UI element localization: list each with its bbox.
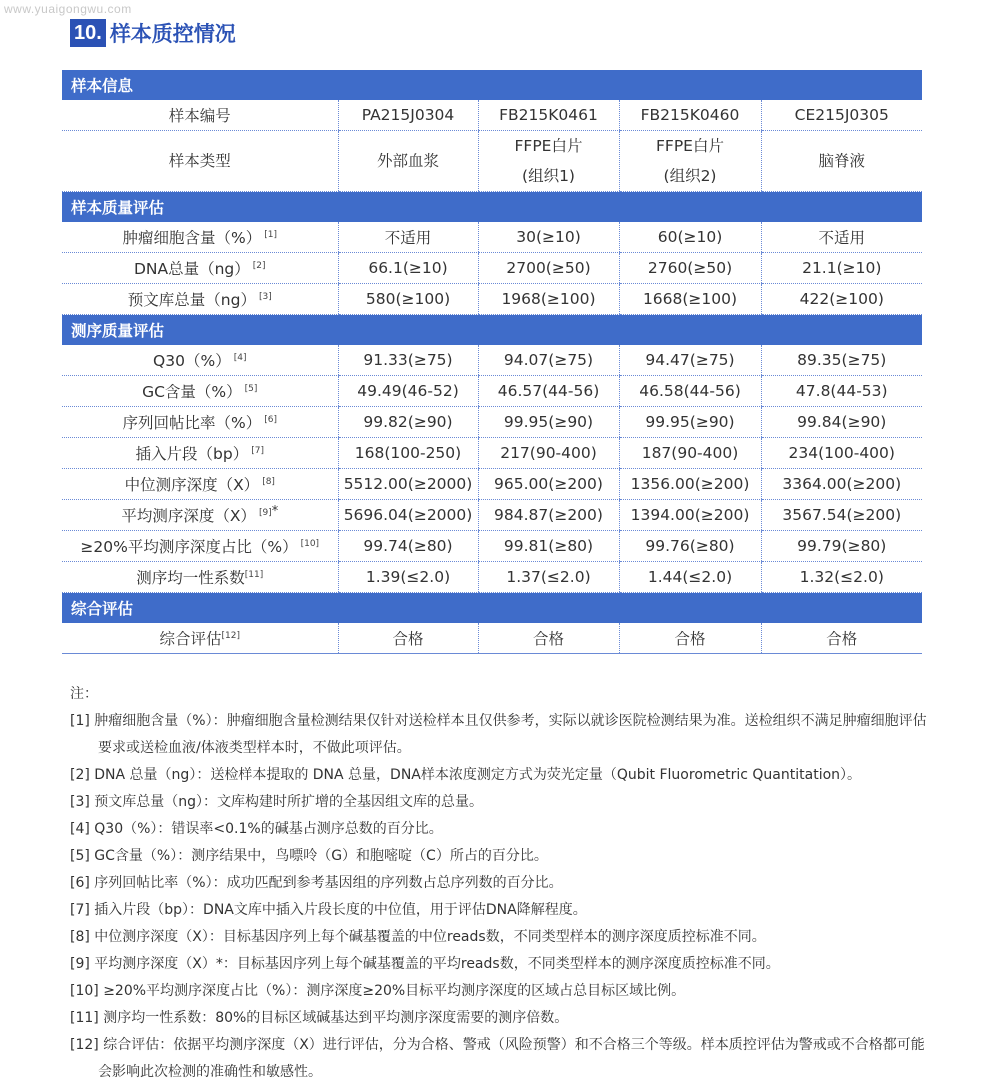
cell-value: 94.07(≥75) (478, 345, 619, 376)
cell-value (619, 131, 761, 192)
cell-value: 89.35(≥75) (761, 345, 922, 376)
cell-value: 21.1(≥10) (761, 253, 922, 284)
cell-value: 1.32(≤2.0) (761, 562, 922, 593)
cell-value: 5696.04(≥2000) (338, 500, 478, 531)
row-label (62, 376, 338, 407)
footnote-ref: [10] (300, 538, 320, 549)
cell-value: 99.74(≥80) (338, 531, 478, 562)
footnote-ref: [2] (252, 260, 266, 271)
footnote-ref: [9] (258, 507, 272, 518)
asterisk-mark: * (271, 503, 279, 519)
sample-qc-table (62, 70, 922, 654)
table-row-depth-20pct (62, 531, 922, 562)
row-label-text: 序列回帖比率（%） (122, 414, 262, 432)
cell-value: 66.1(≥10) (338, 253, 478, 284)
row-label (62, 284, 338, 315)
table-row-uniformity (62, 562, 922, 593)
row-label (62, 222, 338, 253)
cell-subline: (组织1) (522, 167, 575, 185)
cell-line: FFPE白片 (514, 137, 583, 155)
row-label-text: 平均测序深度（X） (121, 507, 256, 526)
table-row-prelib-total (62, 284, 922, 315)
cell-value: 1668(≥100) (619, 284, 761, 315)
row-label (62, 253, 338, 284)
cell-value: 2700(≥50) (478, 253, 619, 284)
cell-value: FB215K0461 (478, 100, 619, 131)
footnote-ref: [7] (251, 445, 264, 456)
cell-value: 99.76(≥80) (619, 531, 761, 562)
note-item: [11] 测序均一性系数：80%的目标区域碱基达到平均测序深度需要的测序倍数。 (70, 1010, 569, 1026)
row-label-text: 综合评估 (159, 630, 222, 648)
footnote-ref: [11] (244, 569, 264, 580)
cell-value: 99.95(≥90) (619, 407, 761, 438)
table-row-tumor-content (62, 222, 922, 253)
section-number: 10. (70, 19, 106, 47)
cell-value: 2760(≥50) (619, 253, 761, 284)
category-row-overall (62, 593, 922, 624)
footnote-ref: [4] (233, 352, 247, 363)
cell-value: 234(100-400) (761, 438, 922, 469)
cell-value: 94.47(≥75) (619, 345, 761, 376)
note-item: [5] GC含量（%）：测序结果中，鸟嘌呤（G）和胞嘧啶（C）所占的百分比。 (70, 848, 548, 864)
row-label (62, 438, 338, 469)
cell-value (478, 131, 619, 192)
cell-value: 60(≥10) (619, 222, 761, 253)
note-item: [12] 综合评估：依据平均测序深度（X）进行评估，分为合格、警戒（风险预警）和不合格三个等级。样本质控评估为警戒或不合格都可能会影响此次检测的准确性和敏感性。 (70, 1037, 925, 1080)
cell-value: 1356.00(≥200) (619, 469, 761, 500)
row-label-text: 插入片段（bp） (135, 445, 249, 463)
cell-value: 422(≥100) (761, 284, 922, 315)
row-label: 样本类型 (62, 131, 338, 192)
note-item: [9] 平均测序深度（X）*：目标基因序列上每个碱基覆盖的平均reads数，不同类型样本的测序深度质控标准不同。 (70, 956, 780, 972)
table-row-gc (62, 376, 922, 407)
watermark-text: www.yuaigongwu.com (4, 2, 132, 16)
cell-value: 不适用 (338, 222, 478, 253)
table-row-mapping-rate (62, 407, 922, 438)
cell-value: 91.33(≥75) (338, 345, 478, 376)
row-label (62, 469, 338, 500)
category-label: 综合评估 (62, 593, 922, 624)
category-row-sample-info (62, 70, 922, 100)
note-item: [4] Q30（%）：错误率<0.1%的碱基占测序总数的百分比。 (70, 821, 443, 837)
footnote-ref: [1] (264, 229, 277, 240)
cell-value: 49.49(46-52) (338, 376, 478, 407)
cell-value: CE215J0305 (761, 100, 922, 131)
cell-value: PA215J0304 (338, 100, 478, 131)
row-label-text: GC含量（%） (142, 383, 242, 401)
row-label (62, 500, 338, 531)
row-label (62, 345, 338, 376)
row-label-text: 中位测序深度（X） (124, 476, 260, 494)
notes-section (70, 681, 930, 1086)
footnote-ref: [8] (262, 476, 275, 487)
row-label (62, 531, 338, 562)
cell-value: 46.57(44-56) (478, 376, 619, 407)
cell-value: 5512.00(≥2000) (338, 469, 478, 500)
cell-subline: (组织2) (663, 167, 717, 185)
cell-value: 3364.00(≥200) (761, 469, 922, 500)
cell-value: 外部血浆 (338, 131, 478, 192)
cell-value: 1968(≥100) (478, 284, 619, 315)
cell-value: 99.82(≥90) (338, 407, 478, 438)
cell-value: 合格 (478, 623, 619, 654)
row-label-text: 预文库总量（ng） (127, 291, 256, 309)
category-label: 样本信息 (62, 70, 922, 100)
note-item: [7] 插入片段（bp）：DNA文库中插入片段长度的中位值，用于评估DNA降解程度。 (70, 902, 587, 918)
cell-value: 168(100-250) (338, 438, 478, 469)
row-label: 样本编号 (62, 100, 338, 131)
cell-value: 1.39(≤2.0) (338, 562, 478, 593)
table-row-dna-total (62, 253, 922, 284)
footnote-ref: [6] (264, 414, 277, 425)
category-row-sample-quality (62, 192, 922, 223)
table-row-median-depth (62, 469, 922, 500)
cell-value: 99.84(≥90) (761, 407, 922, 438)
cell-value: 965.00(≥200) (478, 469, 619, 500)
note-item: [10] ≥20%平均测序深度占比（%）：测序深度≥20%目标平均测序深度的区域占总目标区域比例。 (70, 983, 686, 999)
cell-value: 46.58(44-56) (619, 376, 761, 407)
category-row-seq-quality (62, 315, 922, 346)
cell-value: 不适用 (761, 222, 922, 253)
footnote-ref: [3] (258, 291, 272, 302)
cell-value: 脑脊液 (761, 131, 922, 192)
row-label-text: 测序均一性系数 (136, 569, 245, 587)
cell-value: 99.95(≥90) (478, 407, 619, 438)
cell-value: 580(≥100) (338, 284, 478, 315)
cell-line: FFPE白片 (656, 137, 724, 155)
row-label (62, 407, 338, 438)
category-label: 样本质量评估 (62, 192, 922, 223)
table-row-q30 (62, 345, 922, 376)
cell-value: 30(≥10) (478, 222, 619, 253)
cell-value: 合格 (338, 623, 478, 654)
table-row-insert-size (62, 438, 922, 469)
cell-value: 99.81(≥80) (478, 531, 619, 562)
note-item: [1] 肿瘤细胞含量（%）：肿瘤细胞含量检测结果仅针对送检样本且仅供参考，实际以就诊医院检测结果为准。送检组织不满足肿瘤细胞评估要求或送检血液/体液类型样本时，不做此项评估。 (70, 713, 927, 756)
table-row-mean-depth (62, 500, 922, 531)
note-item: [6] 序列回帖比率（%）：成功匹配到参考基因组的序列数占总序列数的百分比。 (70, 875, 563, 891)
cell-value: 1.44(≤2.0) (619, 562, 761, 593)
row-label-text: DNA总量（ng） (133, 260, 250, 278)
cell-value: 1.37(≤2.0) (478, 562, 619, 593)
notes-title: 注： (70, 686, 98, 702)
row-label-text: Q30（%） (153, 352, 231, 370)
note-item: [2] DNA 总量（ng）：送检样本提取的 DNA 总量，DNA样本浓度测定方式为荧光定量（Qubit Fluorometric Quantitation）。 (70, 767, 862, 783)
row-label (62, 562, 338, 593)
footnote-ref: [12] (221, 630, 240, 641)
footnote-ref: [5] (244, 383, 258, 394)
cell-value: 47.8(44-53) (761, 376, 922, 407)
section-title: 样本质控情况 (109, 22, 236, 46)
note-item: [8] 中位测序深度（X）：目标基因序列上每个碱基覆盖的中位reads数，不同类型样本的测序深度质控标准不同。 (70, 929, 766, 945)
cell-value: FB215K0460 (619, 100, 761, 131)
note-item: [3] 预文库总量（ng）：文库构建时所扩增的全基因组文库的总量。 (70, 794, 484, 810)
table-row-overall (62, 623, 922, 654)
row-label-text: 肿瘤细胞含量（%） (122, 229, 262, 247)
table-row-sample-id (62, 100, 922, 131)
section-heading (70, 17, 236, 49)
cell-value: 合格 (761, 623, 922, 654)
cell-value: 187(90-400) (619, 438, 761, 469)
row-label-text: ≥20%平均测序深度占比（%） (80, 538, 298, 556)
cell-value: 984.87(≥200) (478, 500, 619, 531)
table-row-sample-type (62, 131, 922, 192)
cell-value: 1394.00(≥200) (619, 500, 761, 531)
row-label (62, 623, 338, 654)
cell-value: 217(90-400) (478, 438, 619, 469)
cell-value: 99.79(≥80) (761, 531, 922, 562)
cell-value: 3567.54(≥200) (761, 500, 922, 531)
category-label: 测序质量评估 (62, 315, 922, 346)
cell-value: 合格 (619, 623, 761, 654)
